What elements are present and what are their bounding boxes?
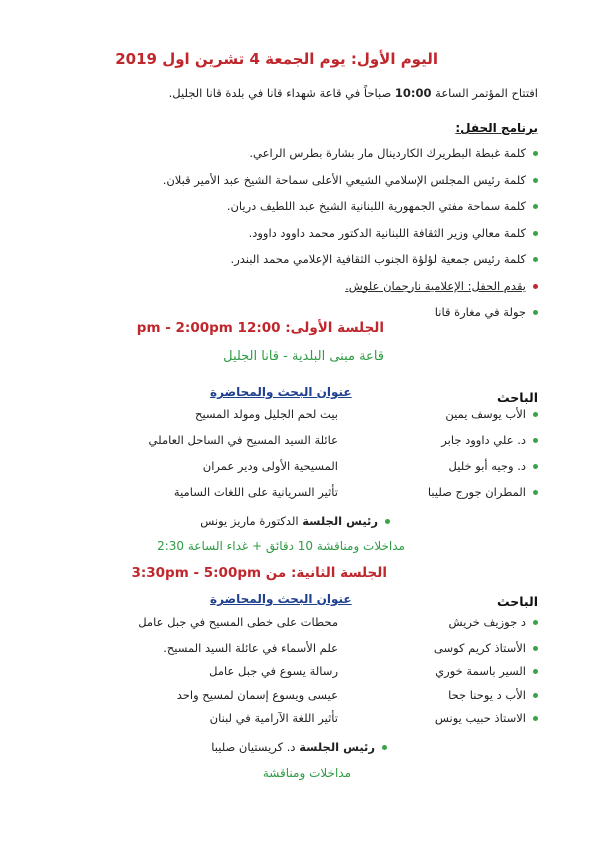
bullet-icon: [533, 646, 538, 651]
session1-researcher-header: الباحث: [496, 390, 538, 405]
program-item-text: كلمة رئيس المجلس الإسلامي الشيعي الأعلى سماحة الشيخ عبد الأمير قبلان.: [162, 172, 526, 187]
day-title: اليوم الأول: يوم الجمعة 4 تشرين اول 2019: [115, 50, 438, 68]
researcher-name: الأب يوسف يمين: [445, 407, 526, 421]
session1-topic-header: عنوان البحث والمحاضرة: [210, 385, 352, 399]
bullet-icon: [533, 231, 538, 236]
bullet-icon: [533, 151, 538, 156]
session2-researcher-header: الباحث: [496, 594, 538, 609]
bullet-icon: [533, 464, 538, 469]
program-item: [163, 167, 538, 194]
session1-title: الجلسة الأولى: 12:00 pm - 2:00pm: [136, 320, 384, 336]
opening-pre: افتتاح المؤتمر الساعة: [431, 86, 538, 100]
bullet-icon: [533, 204, 538, 209]
chair-label: رئيس الجلسة: [299, 740, 375, 754]
table-row-topic: عائلة السيد المسيح في الساحل العاملي: [148, 433, 338, 447]
researcher-name: الأب د يوحنا جحا: [448, 688, 526, 702]
researcher-name: د جوزيف خريش: [448, 615, 526, 629]
researcher-name: د. علي داوود جابر: [441, 433, 526, 447]
program-item-text: جولة في مغارة قانا: [434, 305, 526, 319]
bullet-icon: [533, 620, 538, 625]
program-item-text: يقدم الحفل: الإعلامية نارجمان علوش.: [345, 278, 526, 293]
program-item: [163, 273, 538, 300]
program-item-text: كلمة رئيس جمعية لؤلؤة الجنوب الثقافية الإعلامي محمد البندر.: [230, 252, 526, 266]
chair-name: د. كريستيان صليبا: [211, 740, 300, 754]
table-row-topic: عيسى ويسوع إسمان لمسيح واحد: [176, 688, 338, 702]
session2-note: مداخلات ومناقشة: [262, 766, 351, 780]
session2-chair: [211, 740, 387, 754]
session2-topic-header: عنوان البحث والمحاضرة: [210, 592, 352, 606]
table-row-researcher: [435, 711, 538, 725]
bullet-icon: [385, 519, 390, 524]
bullet-icon: [533, 490, 538, 495]
opening-time: 10:00: [394, 86, 432, 100]
table-row-topic: محطات على خطى المسيح في جبل عامل: [138, 615, 338, 629]
program-heading: برنامج الحفل:: [455, 121, 538, 135]
researcher-name: د. وجيه أبو خليل: [448, 459, 526, 473]
table-row-researcher: [435, 664, 538, 678]
table-row-researcher: [445, 407, 538, 421]
bullet-icon: [533, 716, 538, 721]
table-row-topic: علم الأسماء في عائلة السيد المسيح.: [163, 641, 338, 655]
bullet-icon: [533, 669, 538, 674]
program-item: [163, 246, 538, 273]
table-row-researcher: [441, 433, 538, 447]
bullet-icon: [533, 284, 538, 289]
researcher-name: المطران جورج صليبا: [427, 485, 526, 499]
table-row-topic: المسيحية الأولى ودير عمران: [202, 459, 338, 473]
table-row-researcher: [449, 615, 538, 629]
chair-label: رئيس الجلسة: [302, 514, 378, 528]
bullet-icon: [533, 178, 538, 183]
table-row-researcher: [448, 688, 538, 702]
bullet-icon: [533, 412, 538, 417]
bullet-icon: [533, 693, 538, 698]
table-row-topic: رسالة يسوع في جبل عامل: [209, 664, 338, 678]
session1-note: مداخلات ومناقشة 10 دقائق + غداء الساعة 2:30: [157, 539, 405, 553]
table-row-researcher: [428, 485, 538, 499]
chair-name: الدكتورة ماريز يونس: [200, 514, 303, 528]
bullet-icon: [533, 310, 538, 315]
program-list: [163, 140, 538, 326]
bullet-icon: [533, 257, 538, 262]
table-row-topic: تأثير السريانية على اللغات السامية: [173, 485, 338, 499]
researcher-name: السير باسمة خوري: [435, 664, 526, 678]
table-row-researcher: [434, 641, 538, 655]
session2-title: الجلسة الثانية: من 3:30pm - 5:00pm: [131, 565, 387, 581]
program-item-text: كلمة غبطة البطريرك الكاردينال مار بشارة بطرس الراعي.: [249, 146, 526, 160]
opening-text: [169, 86, 538, 100]
bullet-icon: [533, 438, 538, 443]
opening-post: صباحاً في قاعة شهداء قانا في بلدة قانا الجليل.: [168, 86, 395, 100]
program-item: [163, 220, 538, 247]
table-row-researcher: [449, 459, 538, 473]
session1-venue: قاعة مبنى البلدية - قانا الجليل: [223, 349, 384, 364]
program-item-text: كلمة معالي وزير الثقافة اللبنانية الدكتور محمد داوود داوود.: [248, 225, 526, 240]
researcher-name: الاستاذ حبيب يونس: [434, 711, 526, 725]
program-item-text: كلمة سماحة مفتي الجمهورية اللبنانية الشيخ عبد اللطيف دريان.: [226, 199, 526, 213]
table-row-topic: تأثير اللغة الآرامية في لبنان: [209, 711, 338, 725]
researcher-name: الأستاذ كريم كوسى: [433, 641, 526, 655]
program-item: [163, 140, 538, 167]
table-row-topic: بيت لحم الجليل ومولد المسيح: [195, 407, 338, 421]
bullet-icon: [382, 745, 387, 750]
session1-chair: [200, 514, 390, 528]
program-item: [163, 193, 538, 220]
